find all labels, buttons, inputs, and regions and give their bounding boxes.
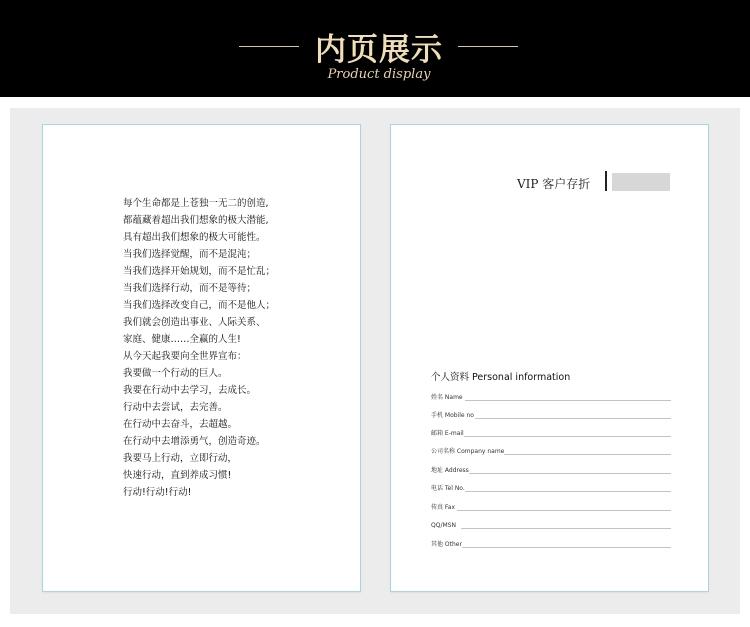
- form-field-underline[interactable]: [465, 473, 671, 474]
- vip-label-box: [612, 173, 670, 191]
- motto-text: [123, 195, 275, 501]
- left-page: [42, 124, 361, 592]
- form-field[interactable]: [431, 425, 671, 437]
- motto-line: 从今天起我要向全世界宣布：: [123, 351, 247, 362]
- form-field-label: 地址 Address: [431, 467, 469, 474]
- form-field-underline[interactable]: [461, 528, 671, 529]
- title-right-rule: [458, 46, 518, 47]
- form-field[interactable]: [431, 407, 671, 419]
- form-field[interactable]: [431, 462, 671, 474]
- motto-line: 当我们选择开始规划，而不是忙乱；: [123, 266, 276, 277]
- form-field[interactable]: [431, 499, 671, 511]
- form-field-underline[interactable]: [457, 510, 671, 511]
- form-field-label: 传真 Fax: [431, 504, 456, 511]
- title-left-rule: [239, 46, 299, 47]
- vip-divider: [605, 171, 607, 191]
- motto-line: 具有超出我们想象的极大可能性。: [123, 232, 266, 243]
- form-field-underline[interactable]: [459, 436, 671, 437]
- form-field[interactable]: [431, 517, 671, 529]
- form-field[interactable]: [431, 389, 671, 401]
- form-field-label: 电话 Tel No.: [431, 485, 465, 492]
- motto-line: 家庭、健康……全赢的人生!: [123, 334, 241, 345]
- form-field[interactable]: [431, 536, 671, 548]
- form-field-label: 手机 Mobile no: [431, 412, 474, 419]
- motto-line: 在行动中去奋斗，去超越。: [123, 419, 238, 430]
- motto-line: 每个生命都是上苍独一无二的创造,: [123, 198, 269, 209]
- form-field[interactable]: [431, 480, 671, 492]
- form-field-label: 其他 Other: [431, 541, 462, 548]
- motto-line: 行动!行动!行动!: [123, 487, 192, 498]
- right-page: [390, 124, 709, 592]
- motto-line: 我们就会创造出事业、人际关系、: [123, 317, 266, 328]
- motto-line: 当我们选择改变自己，而不是他人；: [123, 300, 276, 311]
- personal-info-title: 个人资料 Personal information: [431, 372, 571, 383]
- motto-line: 快速行动，直到养成习惯!: [123, 470, 232, 481]
- motto-line: 都蕴藏着超出我们想象的极大潜能,: [123, 215, 269, 226]
- form-field-underline[interactable]: [465, 400, 671, 401]
- form-field-label: 邮箱 E-mail: [431, 430, 464, 437]
- form-field-label: 公司名称 Company name: [431, 448, 505, 455]
- form-field[interactable]: [431, 443, 671, 455]
- form-field-underline[interactable]: [495, 454, 671, 455]
- motto-line: 行动中去尝试，去完善。: [123, 402, 228, 413]
- motto-line: 当我们选择行动，而不是等待；: [123, 283, 257, 294]
- form-field-underline[interactable]: [461, 547, 671, 548]
- motto-line: 我要做一个行动的巨人。: [123, 368, 228, 379]
- motto-line: 我要马上行动，立即行动，: [123, 453, 238, 464]
- motto-line: 在行动中去增添勇气，创造奇迹。: [123, 436, 266, 447]
- form-field-underline[interactable]: [475, 418, 671, 419]
- banner-subtitle: Product display: [327, 67, 431, 82]
- header-banner: [0, 0, 750, 97]
- form-field-label: 姓名 Name: [431, 394, 463, 401]
- motto-line: 我要在行动中去学习，去成长。: [123, 385, 257, 396]
- form-field-label: QQ/MSN: [431, 522, 456, 529]
- motto-line: 当我们选择觉醒，而不是混沌；: [123, 249, 257, 260]
- form-field-underline[interactable]: [461, 491, 671, 492]
- vip-title: VIP 客户存折: [517, 177, 591, 191]
- banner-title: 内页展示: [315, 32, 443, 68]
